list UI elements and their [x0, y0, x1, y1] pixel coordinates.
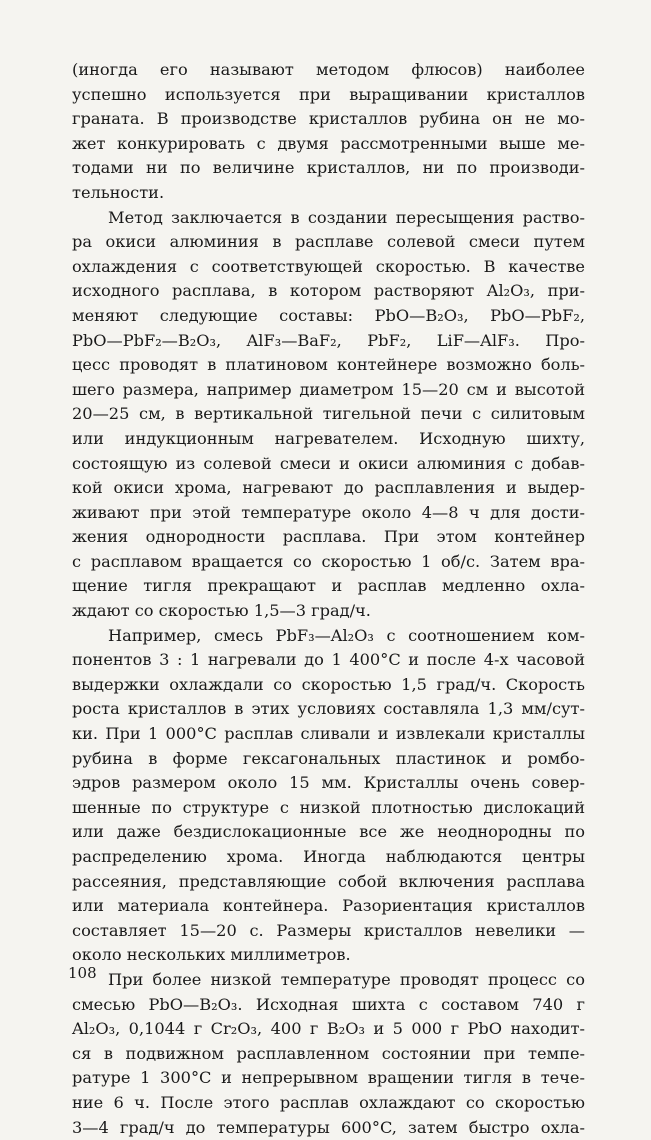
text-line: рассеяния, представляющие собой включения расплава [72, 871, 585, 891]
text-line: жения однородности расплава. При этом контейнер [72, 527, 585, 547]
text-line: меняют следующие составы: PbO—B₂O₃, PbO—PbF₂, [72, 305, 585, 325]
text-line: жет конкурировать с двумя рассмотренными выше ме- [72, 133, 585, 153]
text-line: тодами ни по величине кристаллов, ни по производи- [72, 158, 585, 178]
text-line: ние 6 ч. После этого расплав охлаждают со скоростью [72, 1092, 585, 1112]
paragraph-1 [72, 58, 585, 206]
text-line: успешно используется при выращивании кристаллов [72, 84, 585, 104]
text-line: Al₂O₃, 0,1044 г Cr₂O₃, 400 г B₂O₃ и 5 000 г PbO находит- [72, 1019, 585, 1039]
text-line: составляет 15—20 с. Размеры кристаллов невелики — [72, 920, 585, 940]
text-line: около нескольких миллиметров. [72, 945, 351, 965]
text-line: При более низкой температуре проводят процесс со [108, 969, 585, 989]
text-line: 3—4 град/ч до температуры 600°C, затем быстро охла- [72, 1117, 585, 1137]
page-number: 108 [68, 964, 97, 982]
text-line: ра окиси алюминия в расплаве солевой смеси путем [72, 232, 585, 252]
text-line: 20—25 см, в вертикальной тигельной печи с силитовым [72, 404, 585, 424]
text-line: ждают со скоростью 1,5—3 град/ч. [72, 601, 371, 621]
text-line: или материала контейнера. Разориентация кристаллов [72, 896, 585, 916]
text-line: понентов 3 : 1 нагревали до 1 400°C и после 4-х часовой [72, 650, 585, 670]
text-line: тельности. [72, 182, 165, 202]
text-line: цесс проводят в платиновом контейнере возможно боль- [72, 355, 585, 375]
text-line: состоящую из солевой смеси и окиси алюминия с добав- [72, 453, 585, 473]
paragraph-3 [72, 624, 585, 968]
text-line: охлаждения с соответствующей скоростью. В качестве [72, 256, 585, 276]
text-line: распределению хрома. Иногда наблюдаются центры [72, 847, 585, 866]
text-line: смесью PbO—B₂O₃. Исходная шихта с составом 740 г [72, 994, 585, 1014]
text-line: шенные по структуре с низкой плотностью дислокаций [72, 797, 585, 817]
text-line: кой окиси хрома, нагревают до расплавления и выдер- [72, 478, 585, 498]
text-line: ся в подвижном расплавленном состоянии при темпе- [72, 1043, 585, 1063]
text-line: выдержки охлаждали со скоростью 1,5 град/ч. Скорость [72, 674, 585, 694]
text-line: щение тигля прекращают и расплав медленно охла- [72, 576, 585, 596]
paragraph-4 [72, 968, 585, 1140]
text-line: исходного расплава, в котором растворяют Al₂O₃, при- [72, 281, 585, 301]
text-line: PbO—PbF₂—B₂O₃, AlF₃—BaF₂, PbF₂, LiF—AlF₃. Про- [72, 330, 585, 350]
text-line: с расплавом вращается со скоростью 1 об/с. Затем вра- [72, 551, 585, 571]
text-line: ратуре 1 300°C и непрерывном вращении тигля в тече- [72, 1068, 585, 1088]
text-line: ки. При 1 000°C расплав сливали и извлекали кристаллы [72, 724, 585, 744]
paragraph-2 [72, 206, 585, 624]
text-line: рубина в форме гексагональных пластинок и ромбо- [72, 748, 585, 768]
text-line: или индукционным нагревателем. Исходную шихту, [72, 428, 585, 448]
text-line: эдров размером около 15 мм. Кристаллы очень совер- [72, 773, 585, 793]
page-text-block [72, 58, 585, 1140]
text-line: роста кристаллов в этих условиях составляла 1,3 мм/сут- [72, 699, 585, 719]
text-line: граната. В производстве кристаллов рубина он не мо- [72, 109, 585, 129]
text-line: Метод заключается в создании пересыщения раство- [108, 207, 585, 227]
text-line: шего размера, например диаметром 15—20 см и высотой [72, 379, 585, 399]
text-line: или даже бездислокационные все же неоднородны по [72, 822, 585, 842]
text-line: живают при этой температуре около 4—8 ч для дости- [72, 502, 585, 522]
text-line: Например, смесь PbF₃—Al₂O₃ с соотношением ком- [108, 625, 585, 645]
text-line: (иногда его называют методом флюсов) наиболее [72, 60, 585, 79]
